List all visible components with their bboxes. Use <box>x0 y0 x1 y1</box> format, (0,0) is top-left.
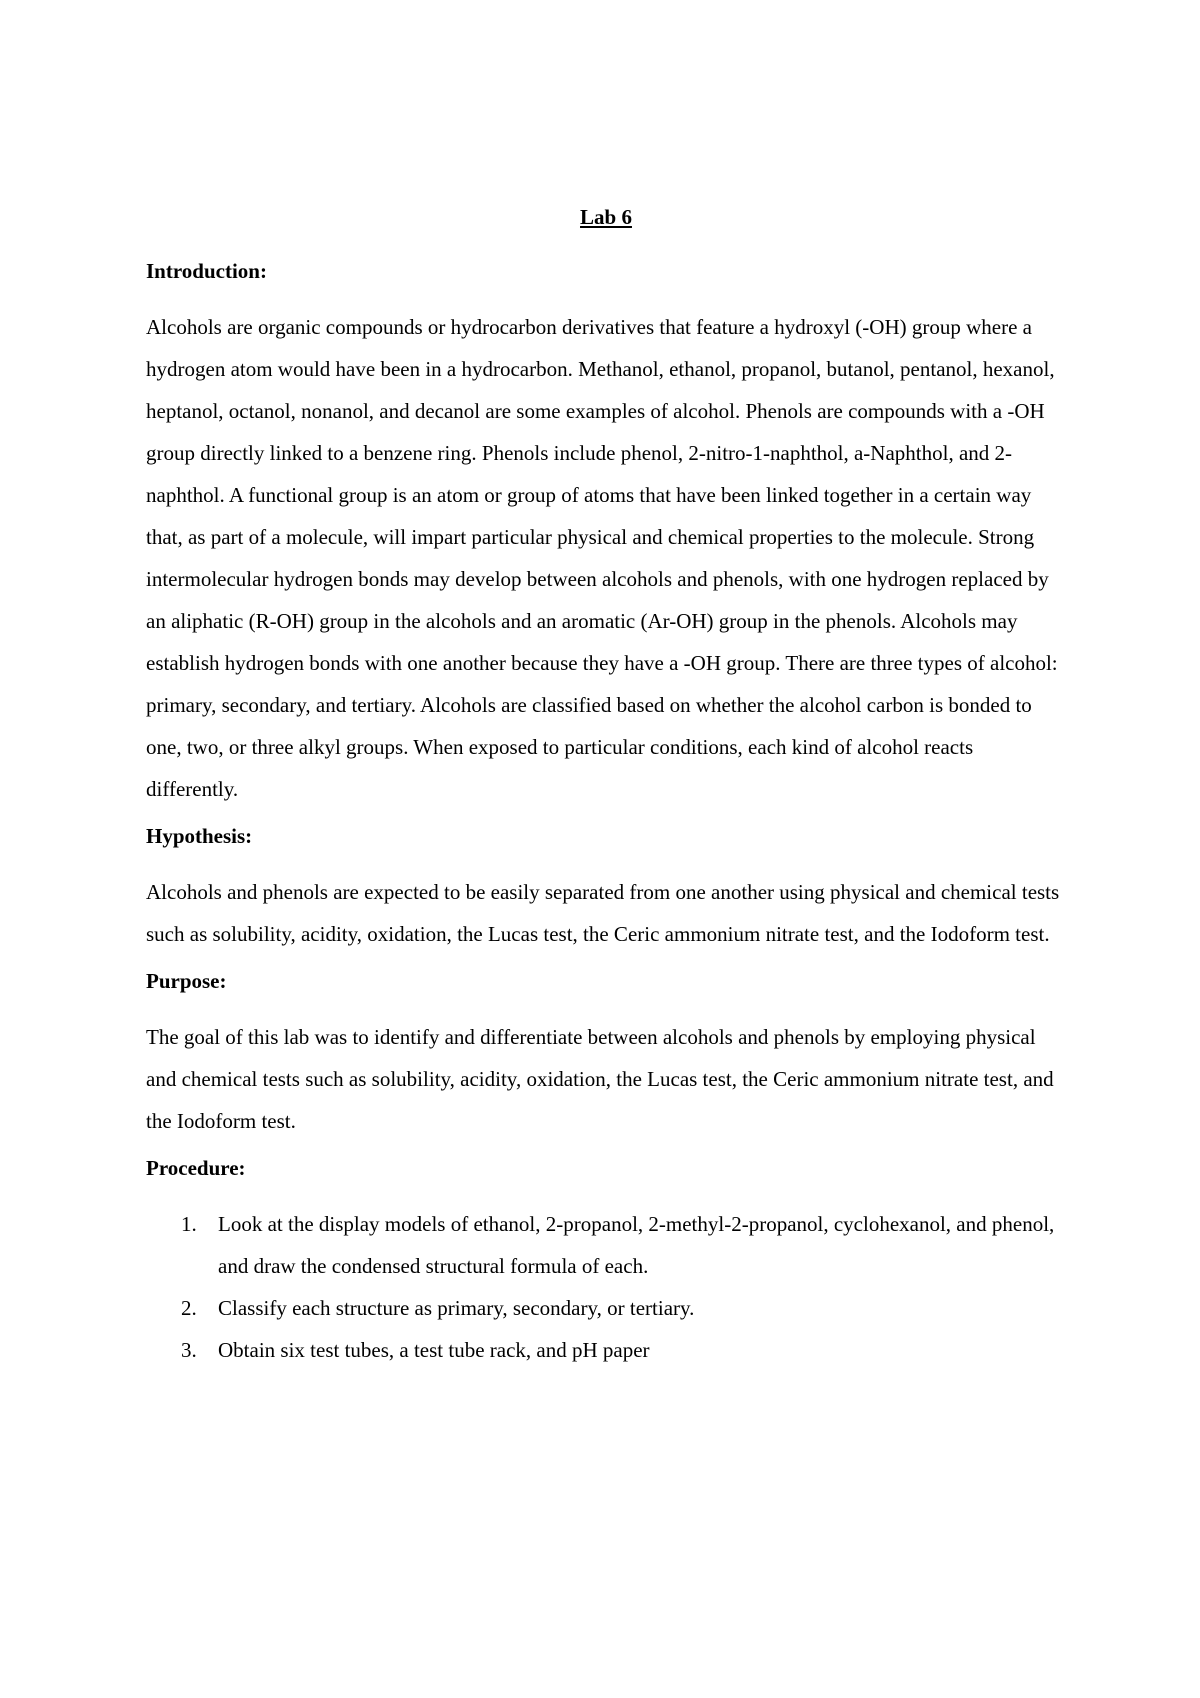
document-title: Lab 6 <box>580 205 632 229</box>
procedure-heading: Procedure: <box>146 1156 246 1180</box>
step-number: 1. <box>181 1212 197 1236</box>
procedure-step <box>146 1329 1066 1371</box>
procedure-list <box>146 1203 1066 1371</box>
procedure-step <box>146 1287 1066 1329</box>
hypothesis-paragraph: Alcohols and phenols are expected to be easily separated from one another using physical and chemical tests such as solubility, acidity, oxidation, the Lucas test, the Ceric ammonium nitrate test, and the Iodoform test. <box>146 880 1060 946</box>
purpose-paragraph: The goal of this lab was to identify and differentiate between alcohols and phenols by employing physical and chemical tests such as solubility, acidity, oxidation, the Lucas test, the Ceric ammonium nitrate test, and the Iodoform test. <box>146 1025 1054 1133</box>
introduction-paragraph: Alcohols are organic compounds or hydrocarbon derivatives that feature a hydroxyl (-OH) group where a hydrogen atom would have been in a hydrocarbon. Methanol, ethanol, propanol, butanol, pentanol, hexanol, heptanol, octanol, nonanol, and decanol are some examples of alcohol. Phenols are compounds with a -OH group directly linked to a benzene ring. Phenols include phenol, 2-nitro-1-naphthol, a-Naphthol, and 2-naphthol. A functional group is an atom or group of atoms that have been linked together in a certain way that, as part of a molecule, will impart particular physical and chemical properties to the molecule. Strong intermolecular hydrogen bonds may develop between alcohols and phenols, with one hydrogen replaced by an aliphatic (R-OH) group in the alcohols and an aromatic (Ar-OH) group in the phenols. Alcohols may establish hydrogen bonds with one another because they have a -OH group. There are three types of alcohol: primary, secondary, and tertiary. Alcohols are classified based on whether the alcohol carbon is bonded to one, two, or three alkyl groups. When exposed to particular conditions, each kind of alcohol reacts differently. <box>146 315 1058 801</box>
step-text: Obtain six test tubes, a test tube rack, and pH paper <box>218 1338 650 1362</box>
step-number: 2. <box>181 1296 197 1320</box>
step-text: Look at the display models of ethanol, 2-propanol, 2-methyl-2-propanol, cyclohexanol, and phenol, and draw the condensed structural formula of each. <box>218 1212 1055 1278</box>
purpose-heading: Purpose: <box>146 969 227 993</box>
hypothesis-heading: Hypothesis: <box>146 824 253 848</box>
step-text: Classify each structure as primary, secondary, or tertiary. <box>218 1296 695 1320</box>
introduction-heading: Introduction: <box>146 259 267 283</box>
document-body <box>146 203 1066 1371</box>
procedure-step <box>146 1203 1066 1287</box>
step-number: 3. <box>181 1338 197 1362</box>
